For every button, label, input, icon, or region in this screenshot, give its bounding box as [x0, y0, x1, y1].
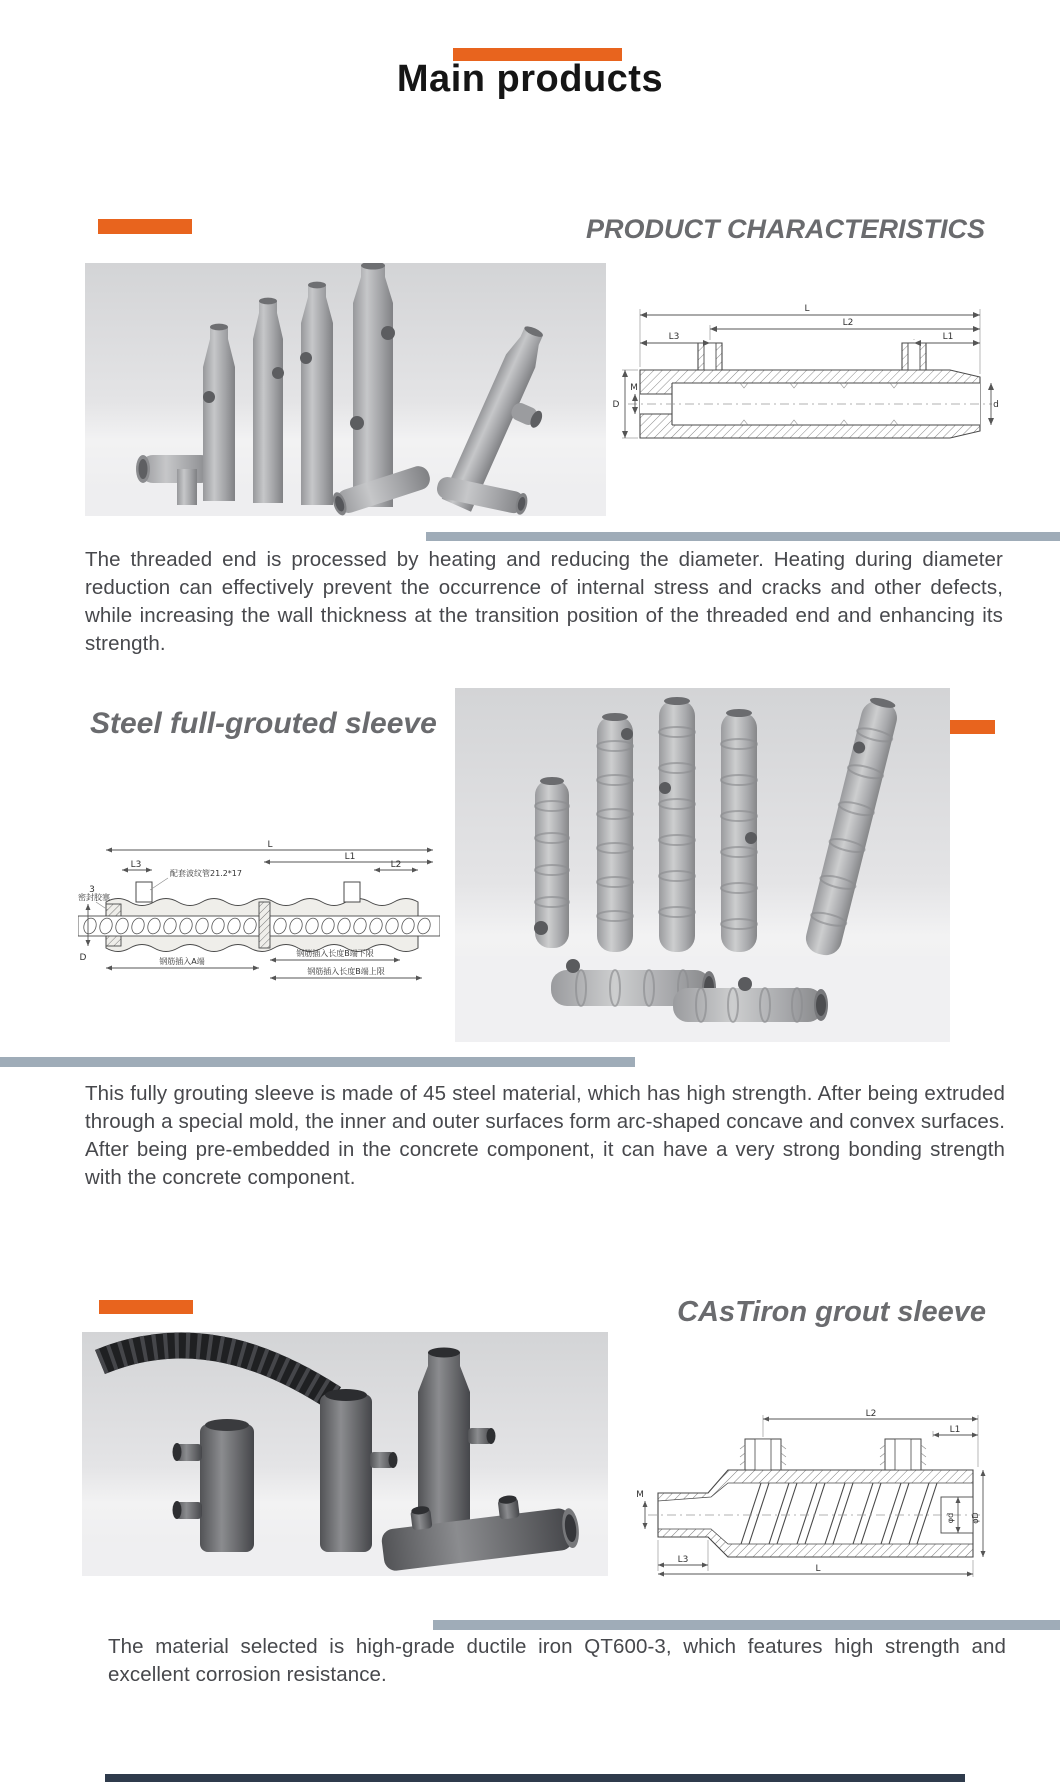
corrugated-hose [100, 1345, 334, 1398]
section1-heading: PRODUCT CHARACTERISTICS [585, 214, 985, 244]
section2-technical-drawing [78, 840, 440, 990]
vertical-coupler-3 [300, 282, 333, 505]
dim-L: L [804, 304, 810, 314]
corrugated-tube-3 [659, 697, 695, 952]
dim2-L2: L2 [390, 860, 402, 870]
note-corrugated-pipe: 配套波纹管21.2*17 [170, 869, 242, 878]
dim-L3: L3 [668, 332, 680, 342]
section2-heading: Steel full-grouted sleeve [90, 707, 437, 740]
section3-accent-bar [99, 1300, 193, 1314]
section2-divider-bar [0, 1057, 635, 1067]
dim3-phi-d: φd [946, 1512, 955, 1524]
section3-product-photo [82, 1332, 608, 1576]
dim2-insert-a: 钢筋插入A端 [159, 957, 205, 966]
section1-paragraph: The threaded end is processed by heating and reducing the diameter. Heating during diameter reduction can effectively prevent the occurrence of internal stress and cracks and other defects, while increasing the wall thickness at the transition position of the threaded end and enhancing its strength. [85, 548, 1003, 655]
dim3-L1: L1 [949, 1425, 961, 1435]
castiron-coupler-left [173, 1419, 255, 1552]
corrugated-tube-1 [534, 777, 569, 948]
castiron-section-drawing [633, 1405, 990, 1578]
section1-technical-drawing [610, 295, 1000, 465]
castiron-sleeves-photo-illustration [82, 1332, 608, 1576]
dim2-L1: L1 [344, 852, 356, 862]
section1-divider-bar [426, 532, 1060, 541]
section2-product-photo [455, 688, 950, 1042]
rebar-right [270, 916, 440, 936]
dim-L2: L2 [842, 318, 854, 328]
coupler-section-drawing [610, 295, 1000, 465]
corrugated-tube-5-tilted [803, 695, 902, 959]
grout-sleeve-section-drawing [78, 840, 440, 990]
dim-D: D [612, 400, 620, 410]
section1-product-photo [85, 263, 606, 516]
dim3-L2: L2 [865, 1409, 877, 1419]
castiron-coupler-center [320, 1389, 398, 1552]
dim3-M: M [636, 1490, 644, 1500]
dim2-L3: L3 [130, 860, 142, 870]
vertical-coupler-2 [253, 298, 284, 503]
dim-L1: L1 [942, 332, 954, 342]
section3-heading: CAsTiron grout sleeve [677, 1296, 986, 1328]
rebar-left [78, 916, 259, 936]
dim2-insert-b-max: 钢筋插入长度B端上限 [307, 967, 385, 976]
dim3-L3: L3 [677, 1555, 689, 1565]
dim3-L: L [815, 1564, 821, 1574]
dim-d: d [993, 400, 999, 410]
section3-technical-drawing [633, 1405, 990, 1578]
bottom-section-bar [105, 1774, 965, 1782]
port-2 [880, 1439, 926, 1470]
couplers-photo-illustration [85, 263, 606, 516]
grout-sleeves-photo-illustration [455, 688, 950, 1042]
dim2-gap: 3 [89, 885, 95, 895]
note-seal-plug: 密封胶塞 [78, 893, 110, 902]
dim-M: M [630, 383, 638, 393]
corrugated-tube-2 [597, 713, 633, 952]
dim2-L: L [267, 840, 273, 850]
vertical-coupler-1 [203, 324, 235, 501]
dim2-insert-b-min: 钢筋插入长度B端下限 [296, 949, 374, 958]
section1-accent-bar [98, 219, 192, 234]
section2-paragraph: This fully grouting sleeve is made of 45 steel material, which has high strength. After being extruded through a special mold, the inner and outer surfaces form arc-shaped concave and convex surfaces. After being pre-embedded in the concrete component, it can have a very strong bonding strength with the concrete component. [85, 1082, 1005, 1189]
section3-paragraph: The material selected is high-grade ductile iron QT600-3, which features high strength and excellent corrosion resistance. [108, 1635, 1006, 1686]
dim2-D: D [79, 953, 87, 963]
dim3-phi-D: φD [971, 1512, 980, 1524]
corrugated-tube-4 [721, 709, 757, 952]
page-title: Main products [396, 58, 664, 100]
port-1 [740, 1439, 786, 1470]
vertical-coupler-4-tall [350, 263, 395, 507]
section3-divider-bar [433, 1620, 1060, 1630]
